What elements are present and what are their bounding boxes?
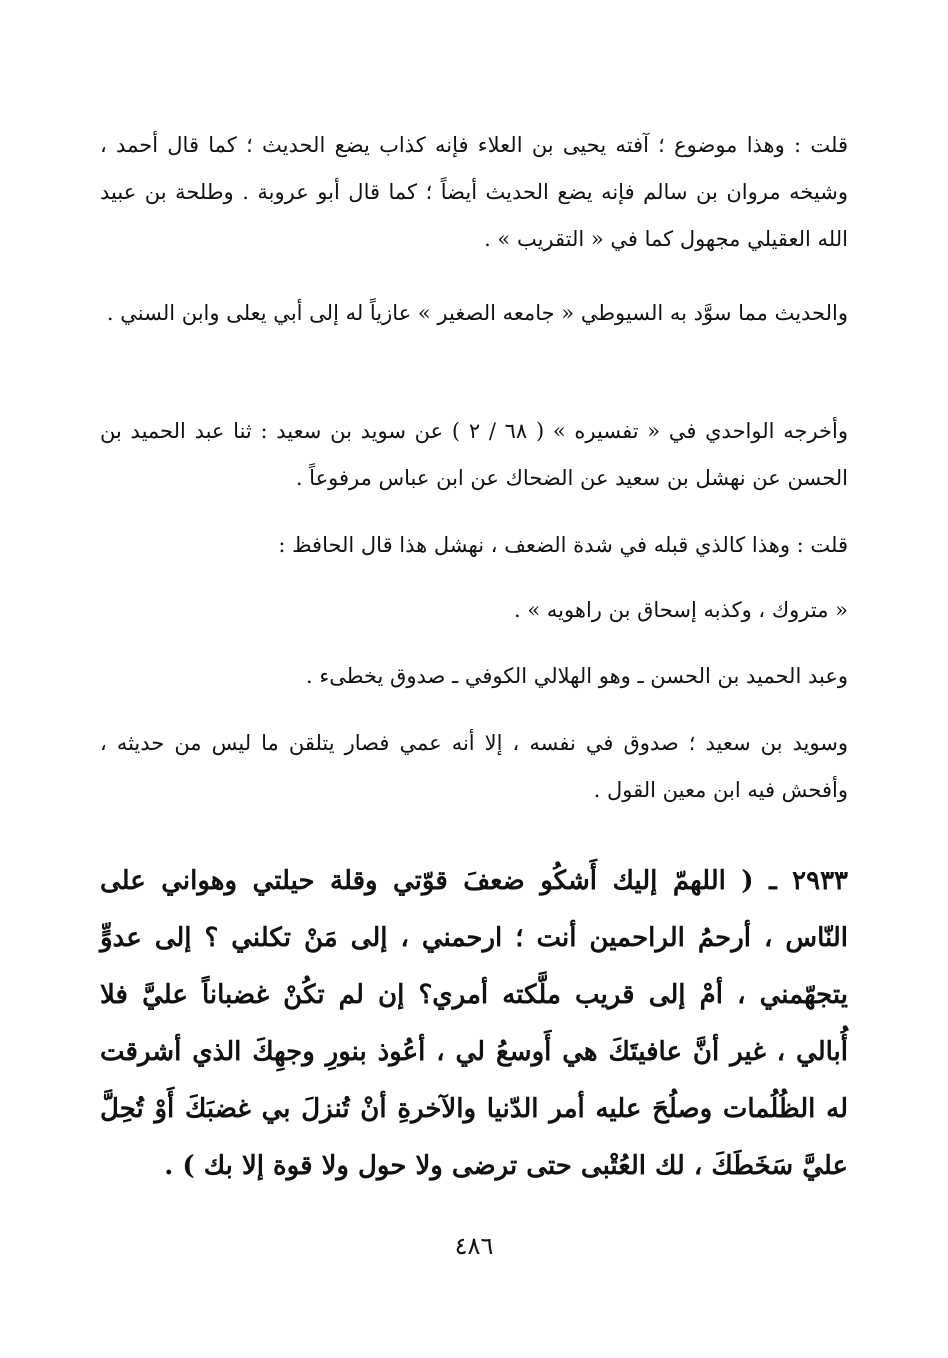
paragraph-1: قلت : وهذا موضوع ؛ آفته يحيى بن العلاء فإنه كذاب يضع الحديث ؛ كما قال أحمد ، وشيخه مروان بن سالم فإنه يضع الحديث أيضاً ؛ كما قال أبو عروبة . وطلحة بن عبيد الله العقيلي مجهول كما في « التقريب » . (100, 133, 848, 251)
paragraph-7: وسويد بن سعيد ؛ صدوق في نفسه ، إلا أنه عمي فصار يتلقن ما ليس من حديثه ، وأفحش فيه ابن معين القول . (100, 731, 848, 802)
paragraph-5: « متروك ، وكذبه إسحاق بن راهويه » . (514, 598, 848, 622)
paragraph-6: وعبد الحميد بن الحسن ـ وهو الهلالي الكوفي ـ صدوق يخطىء . (306, 664, 848, 688)
paragraph-4: قلت : وهذا كالذي قبله في شدة الضعف ، نهشل هذا قال الحافظ : (278, 533, 848, 557)
paragraph-2: والحديث مما سوَّد به السيوطي « جامعه الصغير » عازياً له إلى أبي يعلى وابن السني . (106, 301, 848, 325)
page-number: ٤٨٦ (454, 1232, 494, 1260)
hadith-text: ٢٩٣٣ ـ ( اللهمّ إليك أَشكُو ضعفَ قوّتي وقلة حيلتي وهواني على النّاس ، أرحمُ الراحمين أنت ؛ ارحمني ، إلى مَنْ تكلني ؟ إلى عدوٍّ يتجهّمني ، أمْ إلى قريب ملَّكته أمري؟ إن لم تكُنْ غضباناً عليَّ فلا أُبالي ، غير أنَّ عافيتَكَ هي أَوسعُ لي ، أعُوذ بنورِ وجهِكَ الذي أشرقت له الظُلُمات وصلُحَ عليه أمر الدّنيا والآخرةِ أنْ تُنزلَ بي غضبَكَ أَوْ تُحِلَّ عليَّ سَخَطَكَ ، لك العُتْبى حتى ترضى ولا حول ولا قوة إلا بك ) . (100, 866, 848, 1181)
paragraph-3: وأخرجه الواحدي في « تفسيره » ( ٦٨ / ٢ ) عن سويد بن سعيد : ثنا عبد الحميد بن الحسن عن نهشل بن سعيد عن الضحاك عن ابن عباس مرفوعاً . (100, 419, 848, 490)
